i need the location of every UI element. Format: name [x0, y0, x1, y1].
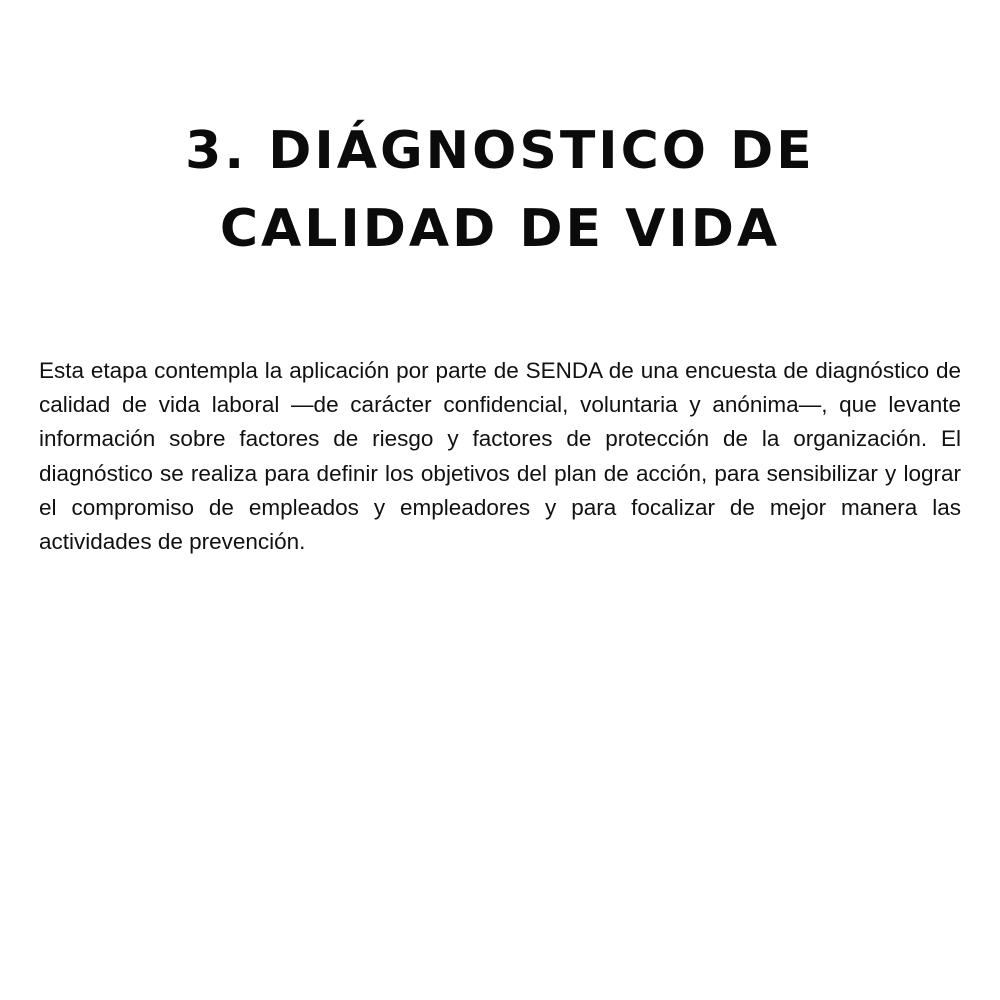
page-title	[0, 112, 1000, 268]
page-title-line-1: 3. DIÁGNOSTICO DE	[185, 121, 815, 181]
body-paragraph: Esta etapa contempla la aplicación por parte de SENDA de una encuesta de diagnóstico de calidad de vida laboral —de carácter confidencial, voluntaria y anónima—, que levante información sobre factores de riesgo y factores de protección de la organización. El diagnóstico se realiza para definir los objetivos del plan de acción, para sensibilizar y lograr el compromiso de empleados y empleadores y para focalizar de mejor manera las actividades de prevención.	[39, 358, 961, 555]
page-title-line-2: CALIDAD DE VIDA	[219, 199, 781, 259]
